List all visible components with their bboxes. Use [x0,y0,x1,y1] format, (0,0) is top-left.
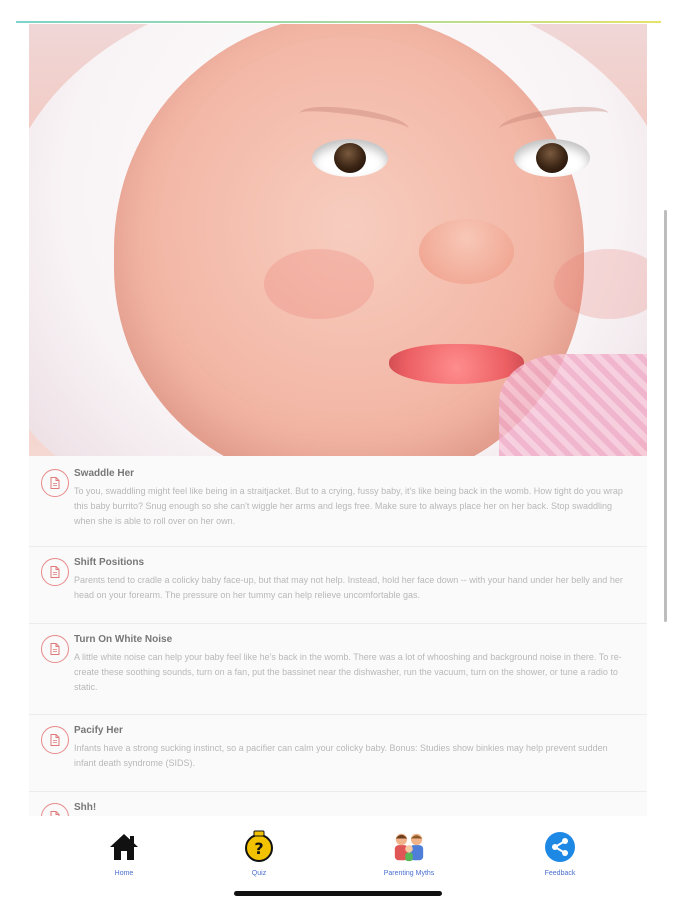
hero-image-crying-baby [29,24,647,456]
tip-item[interactable] [29,624,647,715]
tip-title: Turn On White Noise [74,634,173,645]
tip-title: Shift Positions [74,557,144,568]
tip-body: Parents tend to cradle a colicky baby face-up, but that may not help. Instead, hold her face down -- with your hand under her belly and her head on your forearm. The pressure on her tummy can help relieve uncomfortable gas. [74,575,623,600]
bottom-tab-bar [0,816,675,900]
tab-feedback[interactable] [505,830,615,886]
tip-body: Infants have a strong sucking instinct, so a pacifier can calm your colicky baby. Bonus: Studies show binkies may help prevent sudden infant death syndrome (SIDS). [74,743,608,768]
document-icon [41,558,69,586]
tab-label: Home [114,870,134,877]
tip-title: Pacify Her [74,725,123,736]
svg-text:?: ? [254,839,264,858]
tip-title: Swaddle Her [74,468,135,479]
tab-parenting-myths[interactable] [354,830,464,886]
home-icon [107,830,141,864]
share-icon [543,830,577,864]
tab-label: Parenting Myths [383,870,435,877]
tips-list [29,456,647,816]
home-indicator[interactable] [234,891,442,896]
tip-item[interactable] [29,456,647,547]
family-icon [392,830,426,864]
tab-label: Feedback [544,870,576,877]
tab-home[interactable] [69,830,179,886]
tip-body: A little white noise can help your baby feel like he's back in the womb. There was a lot of whooshing and background noise in there. To re-create these soothing sounds, turn on a fan, put the bassinet near the dishwasher, run the vacuum, turn on the shower, or tune a radio to static. [74,652,622,692]
tip-item[interactable] [29,547,647,624]
document-icon [41,469,69,497]
tip-item[interactable] [29,715,647,792]
document-icon [41,635,69,663]
tip-title: Shh! [74,802,97,813]
document-icon [41,726,69,754]
tab-quiz[interactable] [204,830,314,886]
scrollbar[interactable] [664,210,667,622]
tip-item[interactable] [29,792,647,816]
header-divider [16,21,661,23]
tip-body: To you, swaddling might feel like being in a straitjacket. But to a crying, fussy baby, it's like being back in the womb. How tight do you wrap this baby burrito? Snug enough so she can't wiggle her arms and legs free. Make sure to always place her on her back. Stop swaddling when she is able to roll over on her own. [74,486,623,526]
document-icon [41,803,69,816]
article-content[interactable] [29,24,647,816]
quiz-question-icon [242,830,276,864]
tab-label: Quiz [251,870,267,877]
